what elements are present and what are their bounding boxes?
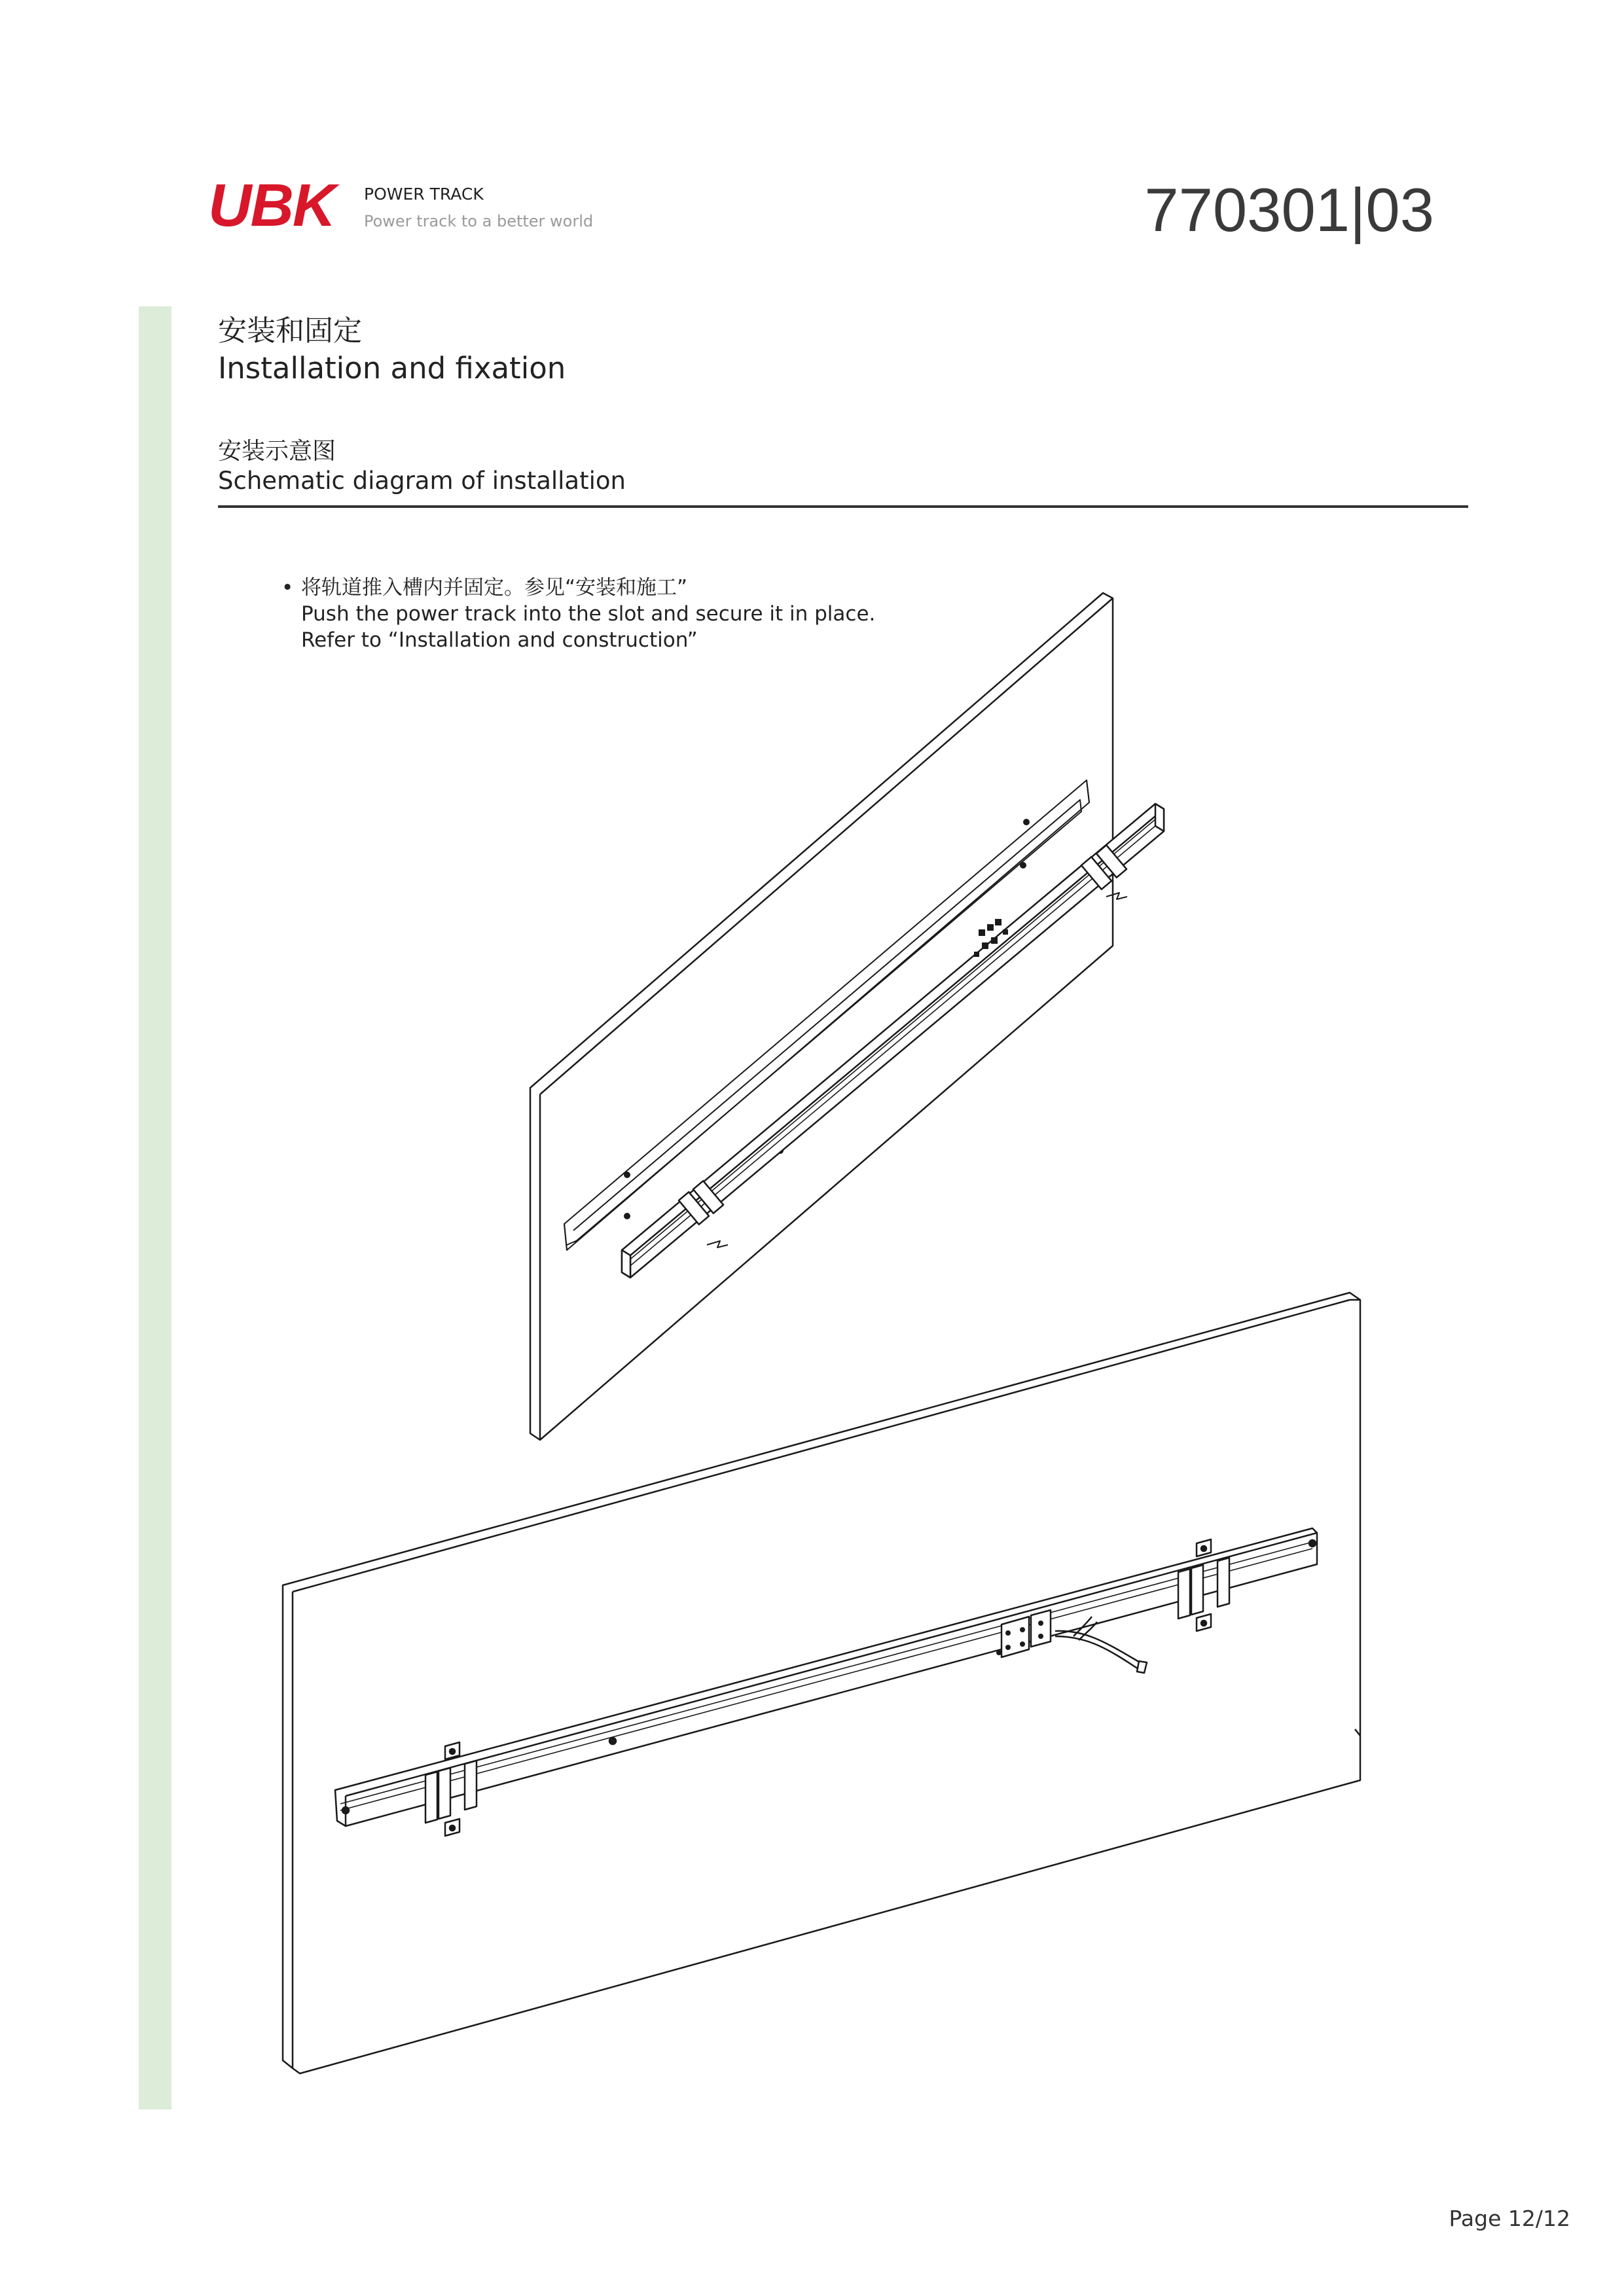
ubk-logo: UBK (208, 172, 335, 239)
wall-panel-upper (530, 593, 1113, 1440)
slogan: Power track to a better world (364, 212, 594, 230)
subsection-title-en: Schematic diagram of installation (218, 467, 626, 495)
instruction-text-cn: 将轨道推入槽内并固定。参见“安装和施工” (301, 576, 688, 600)
page-number: Page 12/12 (1449, 2206, 1570, 2231)
bullet-icon: • (281, 576, 294, 600)
section-title-cn: 安装和固定 (218, 314, 362, 348)
subsection-title-cn: 安装示意图 (218, 438, 336, 465)
instruction-text-en-1: Push the power track into the slot and secure it in place. (301, 602, 876, 626)
section-title-en: Installation and fixation (218, 351, 566, 386)
product-line: POWER TRACK (364, 185, 484, 204)
document-number: 770301|03 (1144, 175, 1434, 244)
instruction-text-en-2: Refer to “Installation and construction” (301, 628, 698, 652)
